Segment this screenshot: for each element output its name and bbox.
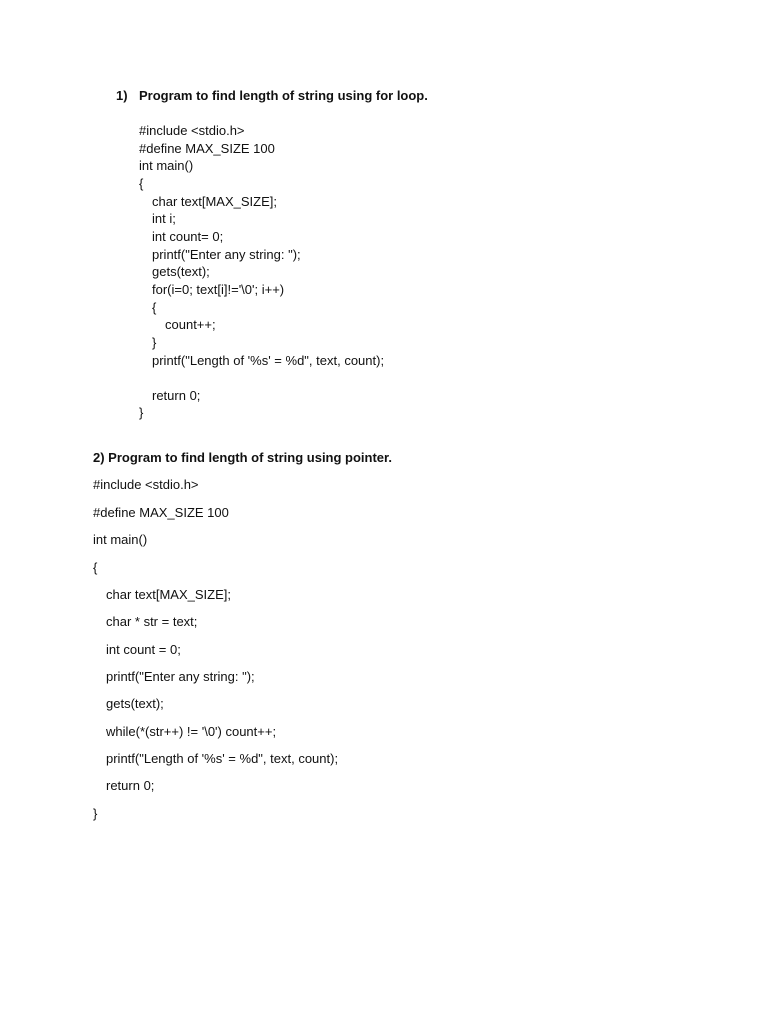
code-line: int count= 0; xyxy=(152,229,224,244)
section1-heading: Program to find length of string using for loop. xyxy=(139,88,428,103)
code-line: printf("Enter any string: "); xyxy=(152,247,301,262)
code-line: char text[MAX_SIZE]; xyxy=(152,194,277,209)
code-line: int i; xyxy=(152,211,176,226)
code-line: gets(text); xyxy=(152,264,210,279)
code-line: while(*(str++) != '\0') count++; xyxy=(106,724,277,739)
code-line: int count = 0; xyxy=(106,642,181,657)
code-line: { xyxy=(93,560,98,575)
code-line: count++; xyxy=(165,317,216,332)
code-line: gets(text); xyxy=(106,696,164,711)
code-line: char * str = text; xyxy=(106,614,198,629)
code-line: #define MAX_SIZE 100 xyxy=(93,505,229,520)
code-line: { xyxy=(139,176,144,191)
code-line: printf("Enter any string: "); xyxy=(106,669,255,684)
code-line: printf("Length of '%s' = %d", text, count); xyxy=(152,353,385,368)
code-line: int main() xyxy=(139,158,194,173)
code-line: #define MAX_SIZE 100 xyxy=(139,141,275,156)
section1-number: 1) xyxy=(116,88,128,103)
code-line: return 0; xyxy=(106,778,155,793)
code-line: } xyxy=(152,335,157,350)
code-line: } xyxy=(139,405,144,420)
code-line: printf("Length of '%s' = %d", text, count); xyxy=(106,751,339,766)
code-line: char text[MAX_SIZE]; xyxy=(106,587,231,602)
code-line: #include <stdio.h> xyxy=(139,123,245,138)
code-line: } xyxy=(93,806,98,821)
code-line: return 0; xyxy=(152,388,201,403)
code-line: int main() xyxy=(93,532,148,547)
code-line: #include <stdio.h> xyxy=(93,477,199,492)
code-line: for(i=0; text[i]!='\0'; i++) xyxy=(152,282,285,297)
code-line: { xyxy=(152,300,157,315)
section2-heading: 2) Program to find length of string using pointer. xyxy=(93,450,392,465)
